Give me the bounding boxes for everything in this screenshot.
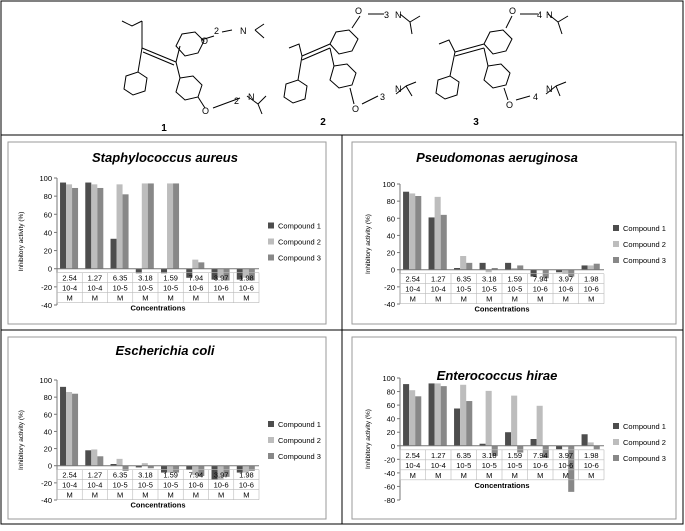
category-value-label: 7.94	[188, 273, 204, 283]
y-tick-label: 60	[43, 410, 52, 420]
category-exponent-label: 10-4	[430, 284, 446, 294]
category-unit-label: M	[588, 294, 595, 304]
category-exponent-label: 10-5	[507, 284, 523, 294]
category-unit-label: M	[243, 490, 250, 500]
y-tick-label: 60	[386, 401, 395, 411]
y-tick-label: 0	[390, 441, 395, 451]
oxygen-label-3b: O	[506, 100, 514, 110]
y-tick-label: -20	[384, 282, 395, 292]
category-value-label: 3.18	[481, 450, 497, 460]
category-value-label: 1.98	[239, 470, 254, 480]
bar-1-5	[505, 432, 511, 446]
bar-3-1	[415, 196, 421, 270]
category-value-label: 3.18	[138, 470, 153, 480]
legend-swatch-1	[268, 223, 274, 229]
category-unit-label: M	[409, 294, 416, 304]
category-value-label: 7.94	[532, 450, 548, 460]
bar-1-8	[582, 265, 588, 269]
bar-2-2	[91, 184, 97, 268]
chain-label-3a: 4	[537, 10, 543, 20]
structures-panel	[122, 14, 568, 114]
y-tick-label: 60	[43, 210, 52, 220]
category-exponent-label: 10-5	[137, 480, 153, 490]
y-tick-label: 20	[43, 444, 52, 454]
y-axis-label: Inhibitory activity (%)	[365, 409, 372, 469]
y-tick-label: 100	[382, 180, 395, 189]
legend-label-1: Compound 1	[278, 221, 321, 231]
category-value-label: 3.97	[558, 450, 574, 460]
category-exponent-label: 10-5	[507, 460, 523, 470]
chart-title: Staphylococcus aureus	[92, 150, 238, 165]
y-tick-label: -40	[384, 468, 395, 478]
bar-2-1	[66, 392, 72, 466]
bar-3-5	[173, 183, 179, 268]
nitrogen-label-1b: N	[248, 92, 255, 102]
category-value-label: 1.98	[583, 450, 599, 460]
category-unit-label: M	[537, 470, 544, 480]
y-tick-label: -20	[41, 282, 52, 292]
category-unit-label: M	[537, 294, 544, 304]
bar-1-2	[85, 450, 91, 465]
bar-2-4	[142, 183, 148, 268]
category-unit-label: M	[511, 470, 518, 480]
category-exponent-label: 10-4	[62, 283, 78, 293]
legend-label-1: Compound 1	[278, 420, 321, 429]
legend-label-1: Compound 1	[623, 224, 666, 233]
nitrogen-label-2b: N	[395, 84, 402, 94]
y-tick-label: 80	[386, 197, 395, 207]
y-tick-label: 100	[382, 374, 395, 383]
category-exponent-label: 10-5	[137, 283, 153, 293]
category-exponent-label: 10-6	[532, 460, 548, 470]
structure-labels	[201, 6, 553, 116]
bar-3-2	[441, 386, 447, 446]
category-exponent-label: 10-4	[430, 460, 446, 470]
legend-swatch-1	[268, 421, 274, 427]
category-value-label: 3.18	[481, 274, 497, 284]
category-unit-label: M	[192, 293, 199, 303]
category-value-label: 1.59	[507, 450, 523, 460]
bar-3-2	[97, 188, 103, 269]
category-unit-label: M	[562, 470, 569, 480]
category-exponent-label: 10-5	[481, 284, 497, 294]
y-tick-label: -40	[41, 301, 52, 310]
legend-swatch-2	[613, 439, 619, 445]
category-exponent-label: 10-6	[558, 284, 574, 294]
bar-2-8	[588, 442, 594, 445]
category-unit-label: M	[66, 490, 73, 500]
category-exponent-label: 10-5	[163, 480, 179, 490]
category-exponent-label: 10-5	[112, 480, 128, 490]
y-tick-label: -60	[384, 482, 395, 492]
compound-numbers	[161, 117, 479, 134]
category-unit-label: M	[192, 490, 199, 500]
chart-title: Escherichia coli	[115, 343, 215, 358]
category-exponent-label: 10-4	[87, 480, 103, 490]
category-unit-label: M	[218, 293, 225, 303]
bar-2-3	[460, 256, 466, 270]
bar-2-1	[409, 390, 415, 446]
x-axis-label: Concentrations	[130, 303, 186, 313]
chart-1	[8, 142, 326, 324]
bar-1-6	[531, 439, 537, 446]
chain-label-1a: 2	[214, 26, 220, 36]
category-exponent-label: 10-4	[405, 460, 421, 470]
bar-1-2	[429, 383, 435, 445]
chain-label-2b: 3	[380, 92, 386, 102]
category-exponent-label: 10-6	[583, 460, 599, 470]
legend-swatch-3	[268, 255, 274, 261]
bar-1-3	[454, 409, 460, 446]
category-value-label: 3.18	[138, 273, 153, 283]
category-exponent-label: 10-6	[238, 480, 254, 490]
bar-2-3	[460, 385, 466, 446]
category-exponent-label: 10-4	[62, 480, 78, 490]
bar-1-1	[60, 183, 66, 269]
category-value-label: 2.54	[62, 273, 77, 283]
bar-2-2	[435, 383, 441, 445]
bar-1-8	[582, 434, 588, 446]
category-exponent-label: 10-4	[405, 284, 421, 294]
category-exponent-label: 10-6	[213, 283, 229, 293]
bar-1-3	[111, 239, 117, 269]
y-tick-label: -20	[384, 455, 395, 465]
category-exponent-label: 10-5	[163, 283, 179, 293]
category-value-label: 1.27	[87, 273, 103, 283]
category-value-label: 6.35	[112, 273, 128, 283]
legend-label-2: Compound 2	[623, 240, 666, 249]
bar-1-2	[85, 183, 91, 269]
x-axis-label: Concentrations	[130, 500, 186, 510]
chart-4	[352, 337, 676, 519]
bar-3-2	[97, 456, 103, 465]
bar-3-8	[594, 446, 600, 449]
y-tick-label: 40	[43, 228, 52, 238]
category-value-label: 1.98	[583, 274, 599, 284]
category-unit-label: M	[142, 293, 149, 303]
category-value-label: 1.27	[87, 470, 103, 480]
category-unit-label: M	[66, 293, 73, 303]
bar-3-4	[148, 183, 154, 268]
y-tick-label: 100	[39, 174, 52, 183]
legend-swatch-1	[613, 423, 619, 429]
bar-1-1	[403, 192, 409, 270]
category-unit-label: M	[167, 293, 174, 303]
bar-1-7	[556, 446, 562, 449]
y-tick-label: 20	[386, 428, 395, 438]
category-exponent-label: 10-5	[456, 284, 472, 294]
category-unit-label: M	[167, 490, 174, 500]
legend-label-1: Compound 1	[623, 422, 666, 431]
compound-number-3: 3	[473, 117, 479, 128]
compound-number-2: 2	[320, 117, 326, 128]
y-tick-label: -40	[384, 300, 395, 309]
category-value-label: 2.54	[405, 274, 421, 284]
bar-2-6	[537, 406, 543, 446]
bar-2-1	[409, 193, 415, 269]
category-exponent-label: 10-6	[532, 284, 548, 294]
y-tick-label: 0	[47, 461, 52, 471]
bar-1-2	[429, 217, 435, 269]
category-value-label: 7.94	[188, 470, 204, 480]
nitrogen-label-2a: N	[395, 10, 402, 20]
chain-label-2a: 3	[384, 10, 390, 20]
bar-2-1	[66, 184, 72, 268]
bar-3-2	[441, 215, 447, 270]
bar-3-3	[466, 401, 472, 446]
nitrogen-label-3a: N	[546, 10, 553, 20]
nitrogen-label-3b: N	[546, 84, 553, 94]
oxygen-label-2a: O	[355, 6, 363, 16]
bar-2-4	[486, 391, 492, 446]
category-unit-label: M	[218, 490, 225, 500]
category-unit-label: M	[562, 294, 569, 304]
category-unit-label: M	[91, 293, 98, 303]
y-tick-label: 0	[390, 265, 395, 275]
bar-3-5	[517, 265, 523, 269]
category-value-label: 6.35	[456, 450, 472, 460]
category-unit-label: M	[91, 490, 98, 500]
bar-1-1	[60, 387, 66, 466]
category-unit-label: M	[243, 293, 250, 303]
y-tick-label: 40	[386, 231, 395, 241]
category-exponent-label: 10-6	[213, 480, 229, 490]
oxygen-label-3a: O	[509, 6, 517, 16]
oxygen-label-2b: O	[352, 104, 360, 114]
category-exponent-label: 10-6	[558, 460, 574, 470]
category-value-label: 2.54	[62, 470, 77, 480]
bar-3-3	[123, 194, 129, 268]
category-value-label: 1.59	[163, 470, 178, 480]
bar-2-3	[117, 459, 123, 466]
chart-3	[8, 337, 326, 519]
oxygen-label-1b: O	[202, 106, 210, 116]
category-value-label: 3.97	[213, 273, 229, 283]
x-axis-label: Concentrations	[474, 480, 530, 490]
category-value-label: 6.35	[456, 274, 472, 284]
bar-3-1	[72, 394, 78, 466]
legend-swatch-3	[613, 257, 619, 263]
category-value-label: 3.97	[558, 274, 574, 284]
category-exponent-label: 10-6	[583, 284, 599, 294]
category-unit-label: M	[460, 470, 467, 480]
y-tick-label: -40	[41, 496, 52, 505]
y-tick-label: 40	[386, 414, 395, 424]
legend-swatch-2	[268, 239, 274, 245]
legend-swatch-2	[268, 437, 274, 443]
category-value-label: 2.54	[405, 450, 421, 460]
category-exponent-label: 10-4	[87, 283, 103, 293]
category-exponent-label: 10-6	[188, 283, 204, 293]
legend-swatch-3	[268, 453, 274, 459]
bar-3-6	[198, 262, 204, 268]
category-value-label: 6.35	[112, 470, 128, 480]
y-axis-label: Inhibitory activity (%)	[18, 211, 25, 272]
bar-1-1	[403, 384, 409, 446]
category-unit-label: M	[435, 470, 442, 480]
category-exponent-label: 10-5	[481, 460, 497, 470]
y-tick-label: -20	[41, 478, 52, 488]
category-unit-label: M	[588, 470, 595, 480]
bar-1-5	[505, 263, 511, 270]
legend-label-2: Compound 2	[278, 436, 321, 445]
bar-2-3	[117, 184, 123, 268]
category-exponent-label: 10-6	[238, 283, 254, 293]
bar-2-2	[91, 449, 97, 465]
chart-title: Enterococcus hirae	[436, 368, 558, 383]
y-tick-label: 80	[43, 393, 52, 403]
category-unit-label: M	[142, 490, 149, 500]
category-value-label: 1.27	[430, 450, 446, 460]
category-value-label: 1.59	[163, 273, 178, 283]
category-exponent-label: 10-5	[112, 283, 128, 293]
y-tick-label: -80	[384, 496, 395, 505]
chain-label-1b: 2	[234, 96, 240, 106]
category-value-label: 1.98	[239, 273, 254, 283]
category-unit-label: M	[117, 490, 124, 500]
category-exponent-label: 10-6	[188, 480, 204, 490]
category-unit-label: M	[460, 294, 467, 304]
chain-label-3b: 4	[533, 92, 539, 102]
x-axis-label: Concentrations	[474, 304, 530, 314]
legend-label-3: Compound 3	[623, 454, 666, 463]
y-tick-label: 100	[39, 376, 52, 385]
y-axis-label: Inhibitory activity (%)	[18, 410, 25, 470]
nitrogen-label-1a: N	[240, 26, 247, 36]
bar-2-8	[588, 265, 594, 269]
bar-1-4	[480, 263, 486, 270]
category-unit-label: M	[486, 294, 493, 304]
legend-swatch-2	[613, 241, 619, 247]
bar-2-5	[167, 183, 173, 268]
legend-swatch-3	[613, 455, 619, 461]
category-exponent-label: 10-5	[456, 460, 472, 470]
y-tick-label: 0	[47, 264, 52, 274]
category-unit-label: M	[117, 293, 124, 303]
y-tick-label: 80	[386, 387, 395, 397]
category-unit-label: M	[409, 470, 416, 480]
chart-2	[352, 142, 676, 324]
compound-number-1: 1	[161, 123, 167, 134]
bar-2-6	[192, 260, 198, 269]
bar-2-2	[435, 197, 441, 270]
bar-3-8	[594, 264, 600, 270]
y-tick-label: 20	[43, 246, 52, 256]
legend-label-2: Compound 2	[623, 438, 666, 447]
bar-2-7	[562, 270, 568, 274]
category-value-label: 3.97	[213, 470, 229, 480]
legend-label-3: Compound 3	[278, 452, 321, 461]
legend-label-2: Compound 2	[278, 237, 321, 247]
bar-3-3	[466, 263, 472, 270]
y-tick-label: 40	[43, 427, 52, 437]
category-unit-label: M	[435, 294, 442, 304]
category-unit-label: M	[511, 294, 518, 304]
bar-3-1	[415, 396, 421, 445]
chart-title: Pseudomonas aeruginosa	[416, 150, 578, 165]
bar-2-5	[511, 396, 517, 446]
category-value-label: 1.59	[507, 274, 523, 284]
legend-swatch-1	[613, 225, 619, 231]
y-tick-label: 80	[43, 192, 52, 202]
category-value-label: 7.94	[532, 274, 548, 284]
legend-label-3: Compound 3	[278, 253, 321, 263]
y-axis-label: Inhibitory activity (%)	[365, 214, 372, 274]
bar-3-1	[72, 188, 78, 269]
category-value-label: 1.27	[430, 274, 446, 284]
oxygen-label-1a: O	[201, 36, 209, 46]
bar-1-6	[186, 466, 192, 470]
legend-label-3: Compound 3	[623, 256, 666, 265]
y-tick-label: 20	[386, 248, 395, 258]
y-tick-label: 60	[386, 214, 395, 224]
category-unit-label: M	[486, 470, 493, 480]
